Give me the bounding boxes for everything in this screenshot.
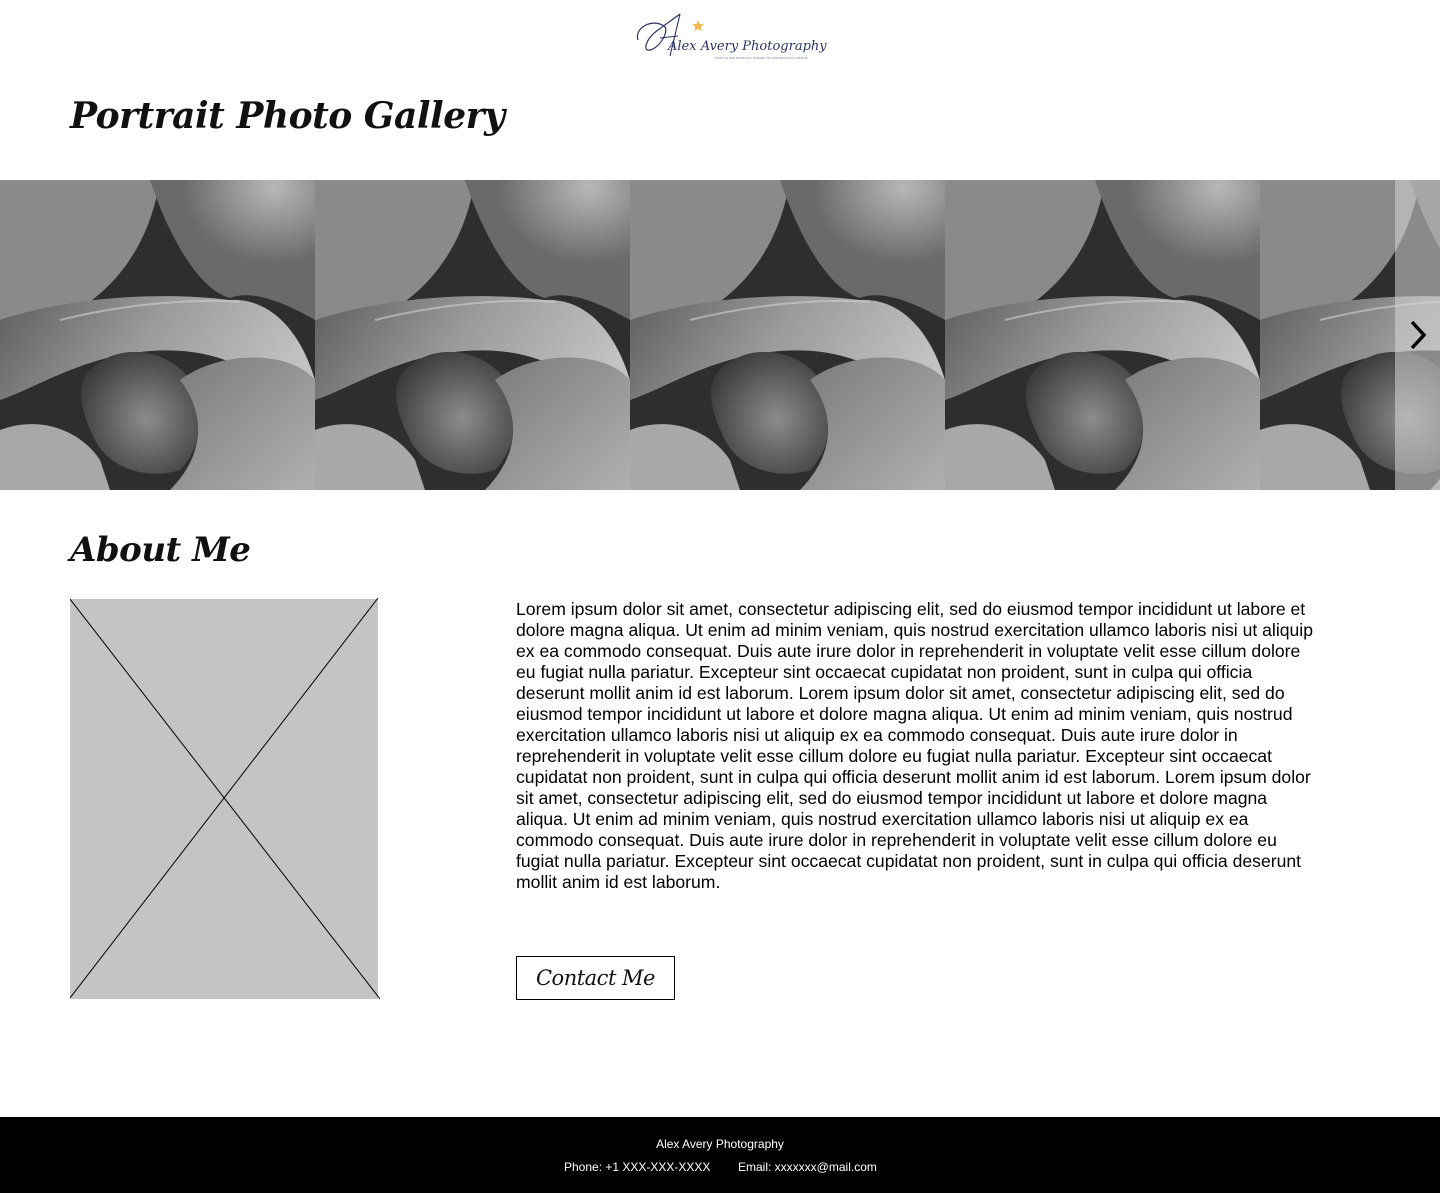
alex-avery-signature-logo [630, 8, 827, 66]
star-icon [692, 20, 704, 31]
logo-text: Alex Avery Photography [668, 39, 827, 54]
site-logo[interactable] [630, 8, 827, 66]
about-title: About Me [70, 530, 251, 570]
profile-image-placeholder [70, 598, 380, 1000]
footer-brand: Alex Avery Photography [656, 1137, 784, 1151]
logo-tagline: creating extraordinary images for extraordinary people [714, 56, 808, 60]
gallery-photo-4[interactable] [945, 180, 1260, 490]
about-bio-text: Lorem ipsum dolor sit amet, consectetur adipiscing elit, sed do eiusmod tempor incididunt ut labore et dolore magna aliqua. Ut enim ad minim veniam, quis nostrud exercitation ullamco laboris nisi ut aliquip ex ea commodo consequat. Duis aute irure dolor in reprehenderit in voluptate velit esse cillum dolore eu fugiat nulla pariatur. Excepteur sint occaecat cupidatat non proident, sunt in culpa qui officia deserunt mollit anim id est laborum. Lorem ipsum dolor sit amet, consectetur adipiscing elit, sed do eiusmod tempor incididunt ut labore et dolore magna aliqua. Ut enim ad minim veniam, quis nostrud exercitation ullamco laboris nisi ut aliquip ex ea commodo consequat. Duis aute irure dolor in reprehenderit in voluptate velit esse cillum dolore eu fugiat nulla pariatur. Excepteur sint occaecat cupidatat non proident, sunt in culpa qui officia deserunt mollit anim id est laborum. Lorem ipsum dolor sit amet, consectetur adipiscing elit, sed do eiusmod tempor incididunt ut labore et dolore magna aliqua. Ut enim ad minim veniam, quis nostrud exercitation ullamco laboris nisi ut aliquip ex ea commodo consequat. Duis aute irure dolor in reprehenderit in voluptate velit esse cillum dolore eu fugiat nulla pariatur. Excepteur sint occaecat cupidatat non proident, sunt in culpa qui officia deserunt mollit anim id est laborum. [516, 599, 1314, 892]
gallery-photo-1[interactable] [0, 180, 315, 490]
gallery-title: Portrait Photo Gallery [70, 95, 505, 137]
footer-email[interactable]: Email: xxxxxxx@mail.com [738, 1160, 877, 1174]
gallery-next-button[interactable] [1395, 180, 1440, 490]
chevron-right-icon [1407, 318, 1429, 352]
contact-me-label: Contact Me [535, 966, 655, 990]
site-footer [0, 1117, 1440, 1193]
gallery-photo-3[interactable] [630, 180, 945, 490]
footer-phone[interactable]: Phone: +1 XXX-XXX-XXXX [564, 1160, 711, 1174]
image-placeholder-icon [70, 598, 380, 1000]
photo-gallery-carousel [0, 180, 1440, 490]
gallery-photo-2[interactable] [315, 180, 630, 490]
contact-me-button[interactable] [516, 956, 675, 1000]
